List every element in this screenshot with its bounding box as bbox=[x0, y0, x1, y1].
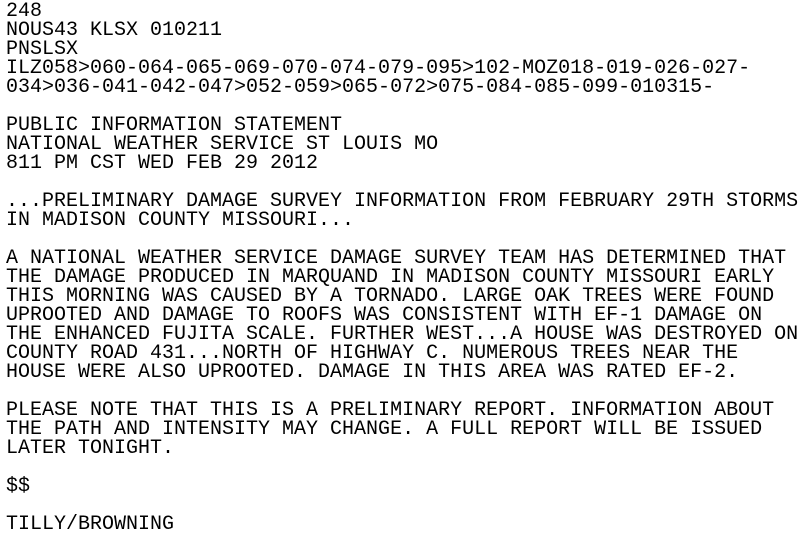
ugc-line: 034>036-041-042-047>052-059>065-072>075-084-085-099-010315- bbox=[6, 76, 715, 99]
awips-id: PNSLSX bbox=[6, 38, 79, 61]
ugc-line: ILZ058>060-064-065-069-070-074-079-095>102-MOZ018-019-026-027- bbox=[6, 57, 751, 80]
product-terminator: $$ bbox=[6, 475, 31, 498]
forecaster-signature: TILLY/BROWNING bbox=[6, 513, 175, 536]
paragraph-line: A NATIONAL WEATHER SERVICE DAMAGE SURVEY TEAM HAS DETERMINED THAT bbox=[6, 247, 787, 270]
wmo-heading: NOUS43 KLSX 010211 bbox=[6, 19, 223, 42]
public-information-statement bbox=[6, 2, 801, 534]
paragraph-line: LATER TONIGHT. bbox=[6, 437, 175, 460]
paragraph-line: THE PATH AND INTENSITY MAY CHANGE. A FULL REPORT WILL BE ISSUED bbox=[6, 418, 763, 441]
paragraph-line: PLEASE NOTE THAT THIS IS A PRELIMINARY REPORT. INFORMATION ABOUT bbox=[6, 399, 775, 422]
paragraph-line: COUNTY ROAD 431...NORTH OF HIGHWAY C. NUMEROUS TREES NEAR THE bbox=[6, 342, 739, 365]
paragraph-line: THE DAMAGE PRODUCED IN MARQUAND IN MADISON COUNTY MISSOURI EARLY bbox=[6, 266, 775, 289]
paragraph-line: THIS MORNING WAS CAUSED BY A TORNADO. LARGE OAK TREES WERE FOUND bbox=[6, 285, 775, 308]
office-name: NATIONAL WEATHER SERVICE ST LOUIS MO bbox=[6, 133, 439, 156]
paragraph-line: THE ENHANCED FUJITA SCALE. FURTHER WEST...A HOUSE WAS DESTROYED ON bbox=[6, 323, 799, 346]
headline-line: ...PRELIMINARY DAMAGE SURVEY INFORMATION FROM FEBRUARY 29TH STORMS bbox=[6, 190, 799, 213]
blank-line bbox=[6, 458, 801, 477]
issue-time: 811 PM CST WED FEB 29 2012 bbox=[6, 152, 319, 175]
paragraph-line: HOUSE WERE ALSO UPROOTED. DAMAGE IN THIS AREA WAS RATED EF-2. bbox=[6, 361, 739, 384]
product-name: PUBLIC INFORMATION STATEMENT bbox=[6, 114, 343, 137]
headline-line: IN MADISON COUNTY MISSOURI... bbox=[6, 209, 355, 232]
sequence-number: 248 bbox=[6, 0, 43, 23]
paragraph-line: UPROOTED AND DAMAGE TO ROOFS WAS CONSISTENT WITH EF-1 DAMAGE ON bbox=[6, 304, 763, 327]
